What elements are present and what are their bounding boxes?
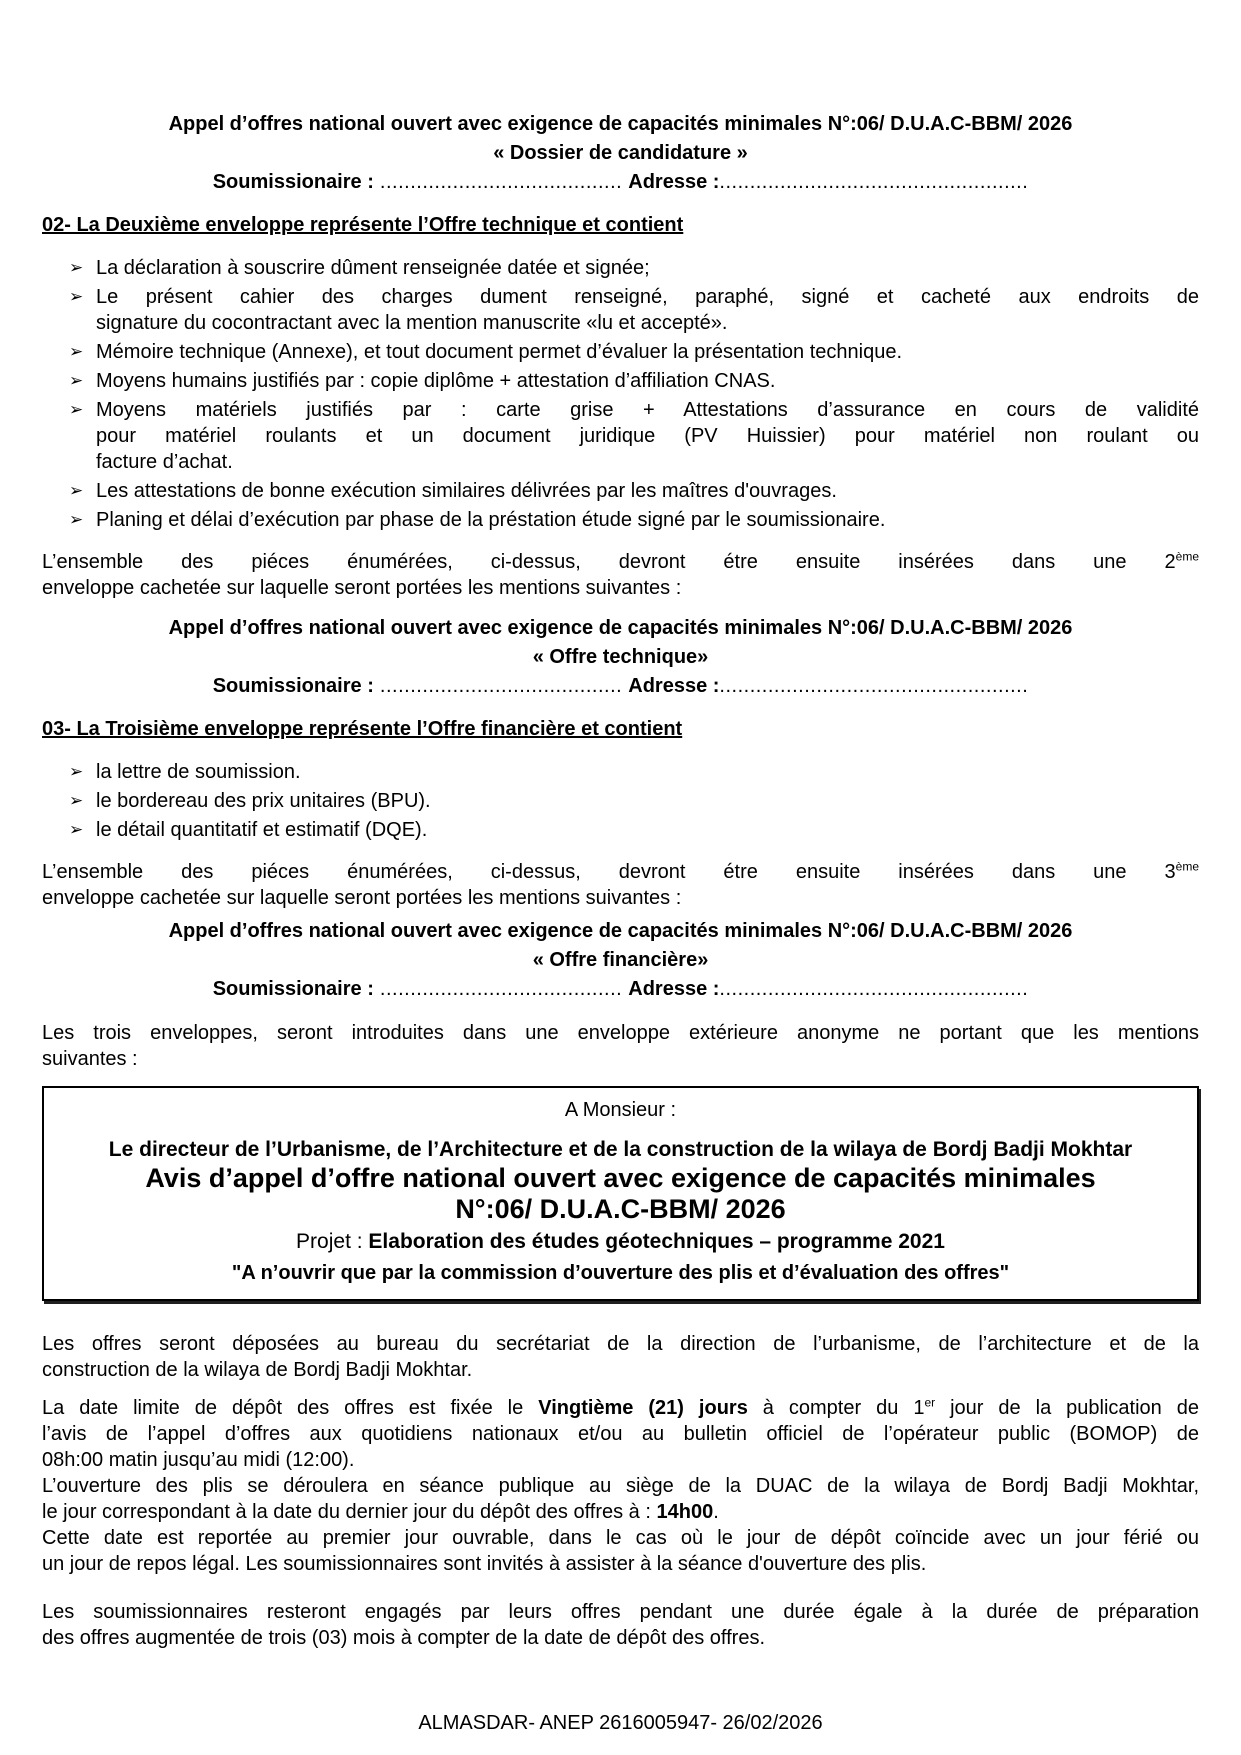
section-03-bullet-list (42, 759, 1199, 843)
bullet-line: facture d’achat. (96, 451, 233, 473)
soumissionaire-dotted-field: ........................................ (373, 978, 629, 1000)
opening-time-value: 14h00 (656, 1501, 714, 1523)
paragraph-line: Les trois enveloppes, seront introduites dans une enveloppe extérieure anonyme ne portant que les mentions (42, 1022, 1199, 1044)
candidature-subtitle: « Dossier de candidature » (493, 142, 748, 164)
arrowhead-bullet-icon: ➢ (69, 820, 84, 839)
a-monsieur-line: A Monsieur : (564, 1099, 677, 1121)
outer-envelope-intro (42, 1020, 1199, 1072)
paragraph-line: l’avis de l’appel d’offres aux quotidiens nationaux et/ou au bulletin officiel de l’opérateur public (BOMOP) de (42, 1423, 1199, 1445)
arrowhead-bullet-icon: ➢ (69, 791, 84, 810)
projet-value: Elaboration des études géotechniques – programme 2021 (368, 1230, 945, 1253)
offer-title: Appel d’offres national ouvert avec exigence de capacités minimales N°:06/ D.U.A.C-BBM/ 2026 (168, 617, 1073, 639)
soumissionaire-label: Soumissionaire : (212, 978, 374, 1000)
bullet-text: Les attestations de bonne exécution similaires délivrées par les maîtres d'ouvrages. (96, 480, 837, 502)
list-item (42, 478, 1199, 504)
ensemble-paragraph-03 (42, 859, 1199, 911)
paragraph-line: Les offres seront déposées au bureau du secrétariat de la direction de l’urbanisme, de l’architecture et de la (42, 1333, 1199, 1355)
arrowhead-bullet-icon: ➢ (69, 371, 84, 390)
paragraph-text: La date limite de dépôt des offres est fixée le (42, 1397, 539, 1419)
list-item (42, 339, 1199, 365)
bullet-text (96, 284, 1199, 336)
paragraph-text: à compter du 1 (747, 1397, 925, 1419)
soumissionaire-dotted-field: ........................................ (373, 171, 629, 193)
soumissionaire-line (42, 168, 1199, 197)
projet-label: Projet : (296, 1230, 369, 1253)
bullet-line: Le présent cahier des charges dument renseigné, paraphé, signé et cacheté aux endroits de (96, 286, 1199, 308)
paragraph-line: 08h:00 matin jusqu’au midi (12:00). (42, 1449, 355, 1471)
projet-line (50, 1228, 1191, 1255)
directeur-line: Le directeur de l’Urbanisme, de l’Architecture et de la construction de la wilaya de Bordj Badji Mokhtar (108, 1138, 1133, 1161)
list-item (42, 759, 1199, 785)
bullet-text: le détail quantitatif et estimatif (DQE). (96, 819, 428, 841)
bullet-line: pour matériel roulants et un document juridique (PV Huissier) pour matériel non roulant ou (96, 425, 1199, 447)
offre-financiere-subtitle: « Offre financière» (532, 949, 709, 971)
bullet-text: La déclaration à souscrire dûment renseignée datée et signée; (96, 257, 650, 279)
section-03-heading: 03- La Troisième enveloppe représente l’Offre financière et contient (42, 718, 683, 740)
bullet-line: signature du cocontractant avec la mention manuscrite «lu et accepté». (96, 312, 728, 334)
paragraph-line: enveloppe cachetée sur laquelle seront portées les mentions suivantes : (42, 887, 682, 909)
adresse-label: Adresse : (628, 675, 720, 697)
list-item (42, 507, 1199, 533)
paragraph-line (42, 859, 1199, 885)
arrowhead-bullet-icon: ➢ (69, 287, 84, 306)
offer-title: Appel d’offres national ouvert avec exigence de capacités minimales N°:06/ D.U.A.C-BBM/ 2026 (168, 113, 1073, 135)
paragraph-text: le jour correspondant à la date du dernier jour du dépôt des offres à : (42, 1501, 657, 1523)
arrowhead-bullet-icon: ➢ (69, 258, 84, 277)
paragraph-text: L’ensemble des piéces énumérées, ci-dessus, devront étre ensuite insérées dans une 2 (42, 551, 1176, 573)
ordinal-superscript: ème (1175, 549, 1199, 564)
outer-envelope-notice-box (42, 1086, 1199, 1301)
ensemble-paragraph-02 (42, 549, 1199, 601)
bullet-text: Moyens humains justifiés par : copie diplôme + attestation d’affiliation CNAS. (96, 370, 776, 392)
adresse-dotted-field: ................................................... (719, 675, 1029, 697)
adresse-dotted-field: ................................................... (719, 978, 1029, 1000)
paragraph-line (42, 1395, 1199, 1421)
arrowhead-bullet-icon: ➢ (69, 762, 84, 781)
soumissionaire-line (42, 672, 1199, 701)
depot-paragraph (42, 1331, 1199, 1383)
offre-technique-mention-block (42, 614, 1199, 701)
avis-title-line2: N°:06/ D.U.A.C-BBM/ 2026 (455, 1194, 786, 1224)
bullet-text: le bordereau des prix unitaires (BPU). (96, 790, 431, 812)
soumissionaire-label: Soumissionaire : (212, 171, 374, 193)
paragraph-line: construction de la wilaya de Bordj Badji Mokhtar. (42, 1359, 473, 1381)
adresse-label: Adresse : (628, 171, 720, 193)
list-item (42, 284, 1199, 336)
date-limite-paragraph (42, 1395, 1199, 1577)
paragraph-line: enveloppe cachetée sur laquelle seront portées les mentions suivantes : (42, 577, 682, 599)
avis-title-line1: Avis d’appel d’offre national ouvert avec exigence de capacités minimales (145, 1163, 1096, 1193)
soumissionaire-label: Soumissionaire : (212, 675, 374, 697)
ordinal-superscript: er (924, 1395, 936, 1410)
paragraph-line: un jour de repos légal. Les soumissionnaires sont invités à assister à la séance d'ouverture des plis. (42, 1553, 927, 1575)
paragraph-line: Les soumissionnaires resteront engagés par leurs offres pendant une durée égale à la durée de préparation (42, 1601, 1199, 1623)
arrowhead-bullet-icon: ➢ (69, 510, 84, 529)
paragraph-line: Cette date est reportée au premier jour ouvrable, dans le cas où le jour de dépôt coïncide avec un jour férié ou (42, 1527, 1199, 1549)
bullet-text: Planing et délai d’exécution par phase de la préstation étude signé par le soumissionaire. (96, 509, 886, 531)
paragraph-text: . (713, 1501, 719, 1523)
offre-financiere-mention-block (42, 917, 1199, 1004)
bullet-text (96, 397, 1199, 475)
paragraph-line (42, 1499, 1199, 1525)
candidature-mention-block (42, 110, 1199, 197)
arrowhead-bullet-icon: ➢ (69, 400, 84, 419)
paragraph-line: suivantes : (42, 1048, 138, 1070)
list-item (42, 817, 1199, 843)
section-02-heading: 02- La Deuxième enveloppe représente l’Offre technique et contient (42, 214, 684, 236)
paragraph-text: jour de la publication de (935, 1397, 1199, 1419)
soumissionaire-line (42, 975, 1199, 1004)
publication-footer: ALMASDAR- ANEP 2616005947- 26/02/2026 (418, 1712, 823, 1734)
opening-warning-line: "A n’ouvrir que par la commission d’ouverture des plis et d’évaluation des offres" (231, 1262, 1010, 1284)
adresse-dotted-field: ................................................... (719, 171, 1029, 193)
offre-technique-subtitle: « Offre technique» (532, 646, 709, 668)
adresse-label: Adresse : (628, 978, 720, 1000)
list-item (42, 788, 1199, 814)
list-item (42, 397, 1199, 475)
section-02-bullet-list (42, 255, 1199, 533)
engagement-paragraph (42, 1599, 1199, 1651)
ordinal-superscript: ème (1175, 859, 1199, 874)
list-item (42, 368, 1199, 394)
offer-title: Appel d’offres national ouvert avec exigence de capacités minimales N°:06/ D.U.A.C-BBM/ 2026 (168, 920, 1073, 942)
arrowhead-bullet-icon: ➢ (69, 481, 84, 500)
paragraph-line: des offres augmentée de trois (03) mois à compter de la date de dépôt des offres. (42, 1627, 766, 1649)
list-item (42, 255, 1199, 281)
paragraph-text: L’ensemble des piéces énumérées, ci-dessus, devront étre ensuite insérées dans une 3 (42, 861, 1176, 883)
bullet-line: Moyens matériels justifiés par : carte grise + Attestations d’assurance en cours de validité (96, 399, 1199, 421)
arrowhead-bullet-icon: ➢ (69, 342, 84, 361)
paragraph-line: L’ouverture des plis se déroulera en séance publique au siège de la DUAC de la wilaya de Bordj Badji Mokhtar, (42, 1475, 1199, 1497)
bullet-text: la lettre de soumission. (96, 761, 301, 783)
bullet-text: Mémoire technique (Annexe), et tout document permet d’évaluer la présentation technique. (96, 341, 903, 363)
deadline-value: Vingtième (21) jours (538, 1397, 748, 1419)
paragraph-line (42, 549, 1199, 575)
soumissionaire-dotted-field: ........................................ (373, 675, 629, 697)
